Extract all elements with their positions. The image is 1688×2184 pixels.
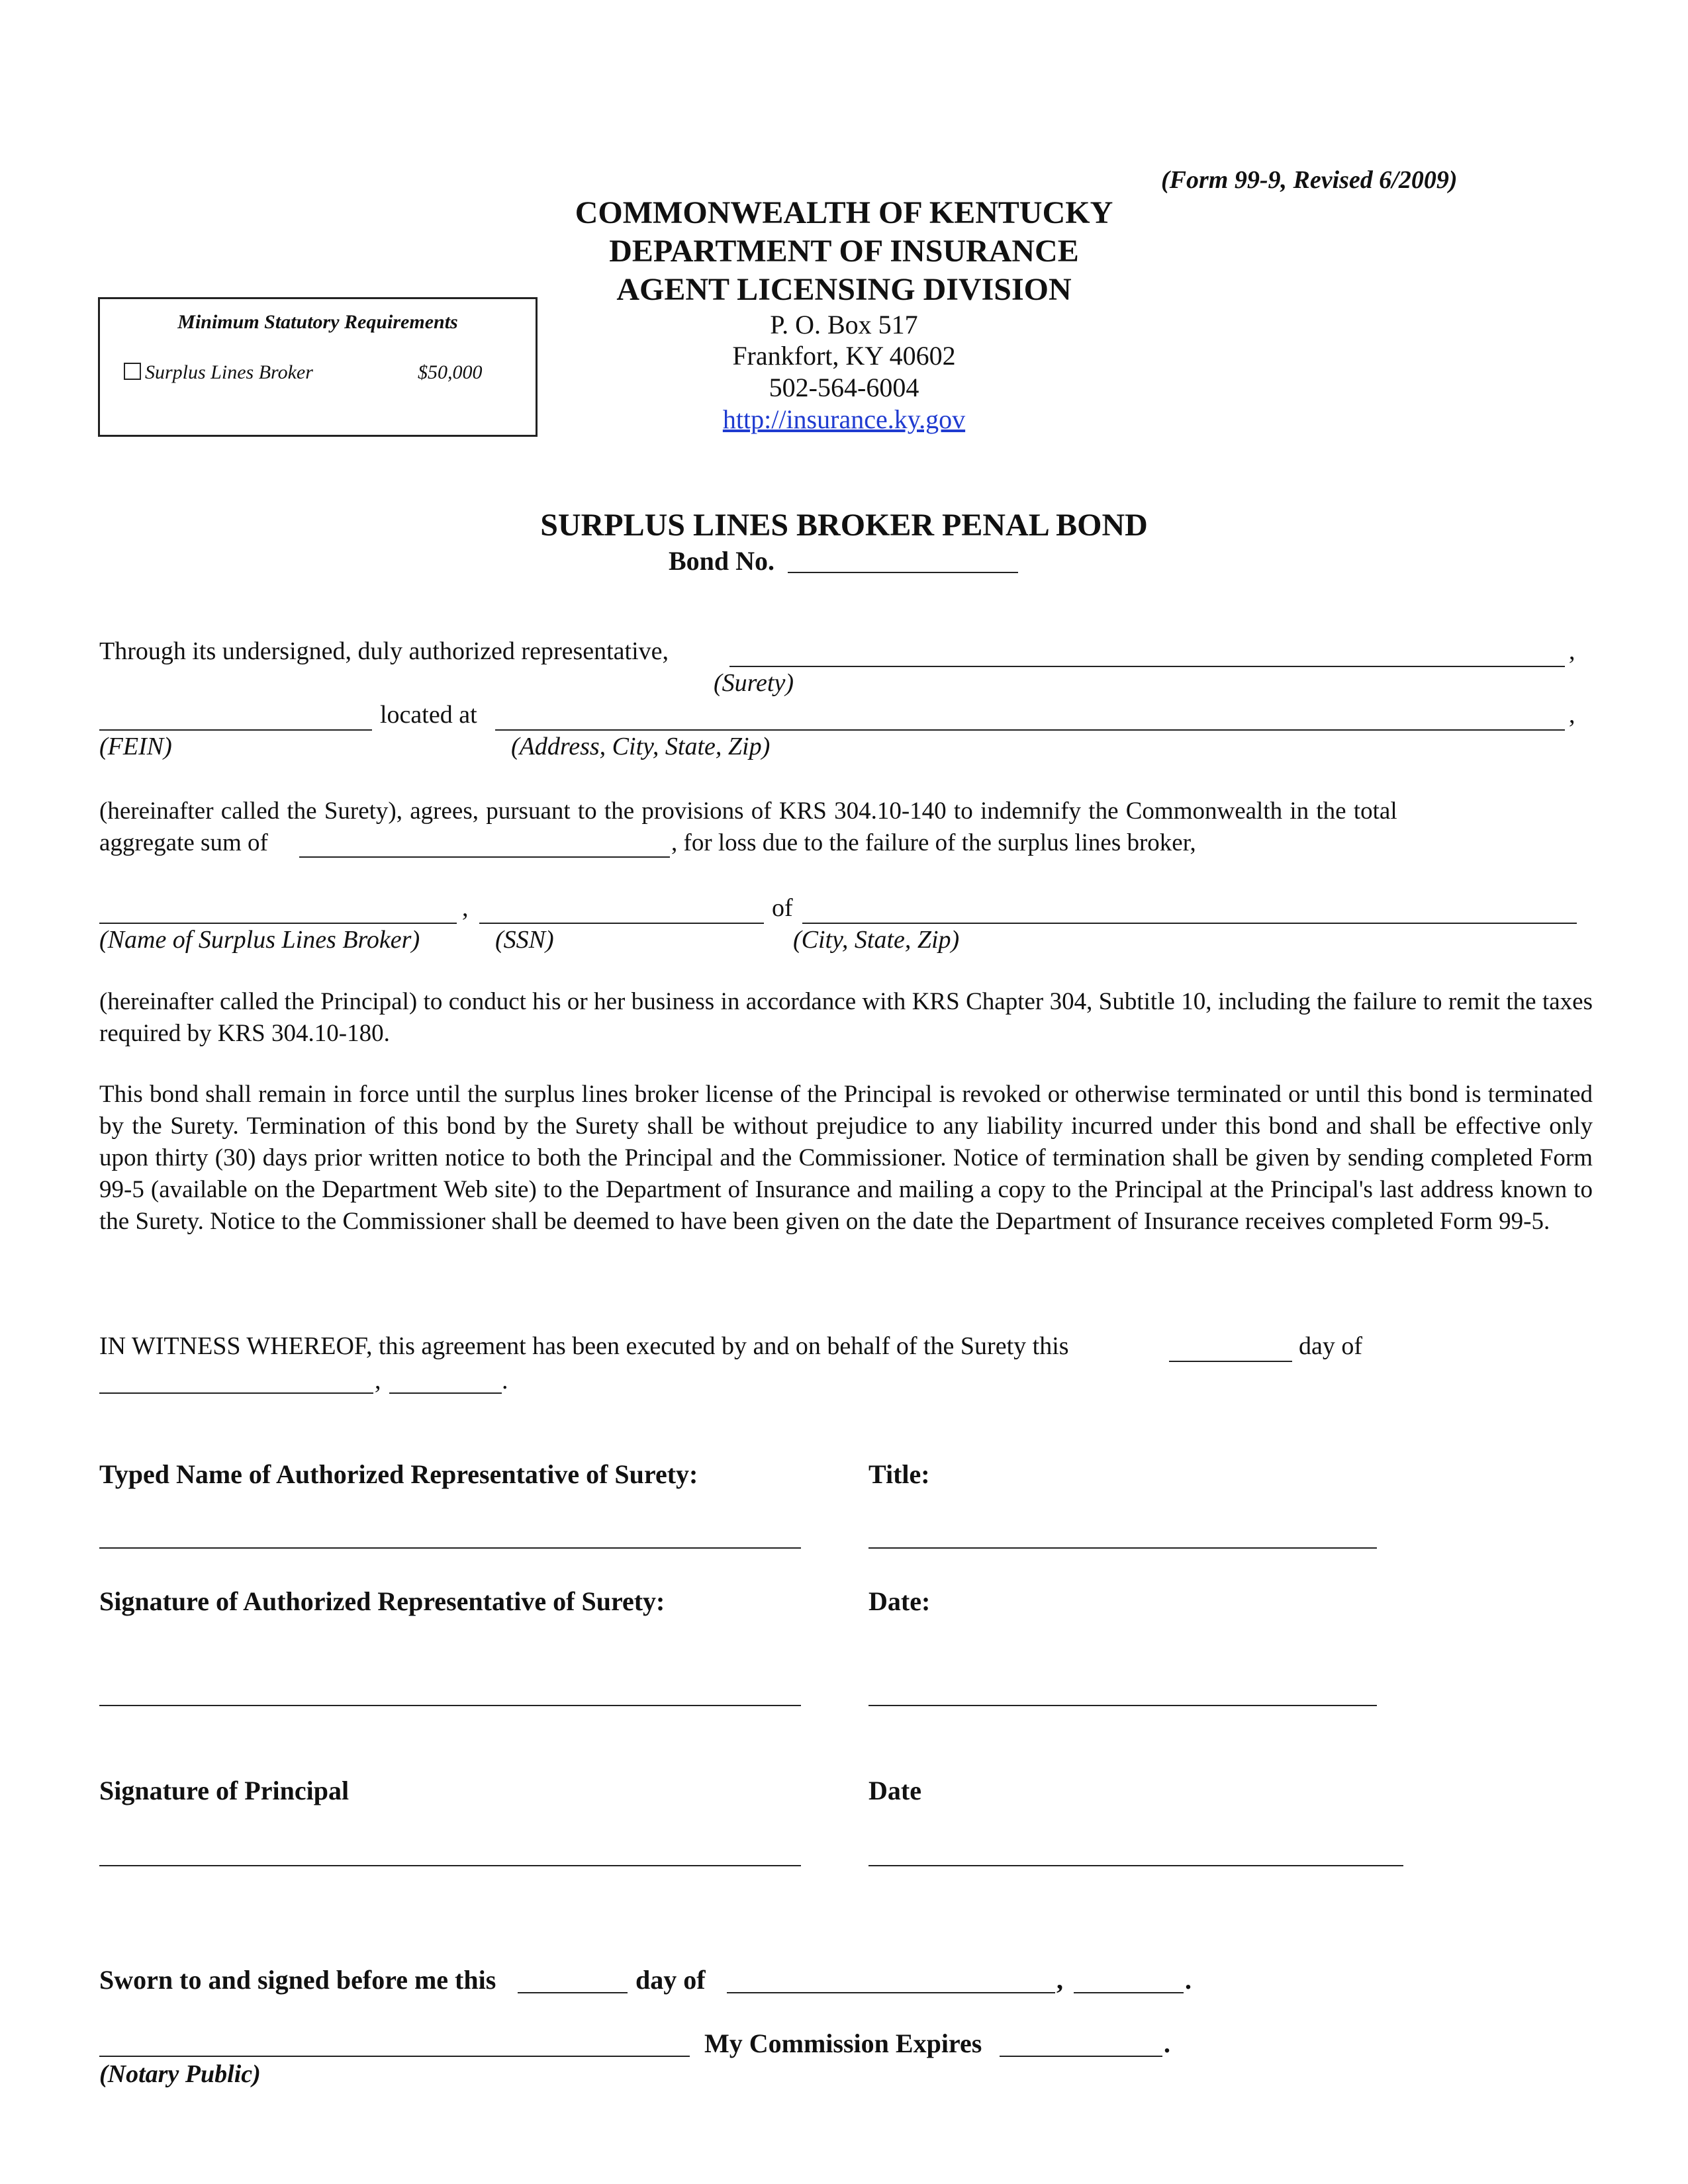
witness-text: IN WITNESS WHEREOF, this agreement has been executed by and on behalf of the Surety this: [99, 1332, 1069, 1360]
requirements-title: Minimum Statutory Requirements: [177, 311, 458, 333]
aggregate-sum-field[interactable]: [299, 856, 670, 858]
surety-comma: ,: [1569, 637, 1575, 665]
header-department: DEPARTMENT OF INSURANCE: [609, 234, 1079, 269]
header-phone: 502-564-6004: [769, 373, 919, 402]
address-field[interactable]: [495, 729, 1565, 731]
broker-of-text: of: [772, 894, 793, 922]
aggregate-sum-suffix: , for loss due to the failure of the surplus lines broker,: [671, 829, 1196, 856]
requirements-item-label: Surplus Lines Broker: [145, 361, 313, 383]
aggregate-sum-label: aggregate sum of: [99, 829, 268, 856]
form-number: (Form 99-9, Revised 6/2009): [1161, 166, 1458, 194]
header-city: Frankfort, KY 40602: [732, 341, 956, 371]
fein-field[interactable]: [99, 729, 372, 731]
principal-date-field[interactable]: [868, 1865, 1403, 1866]
address-comma: ,: [1569, 701, 1575, 729]
through-text: Through its undersigned, duly authorized representative,: [99, 637, 669, 665]
commission-label: My Commission Expires: [704, 2028, 982, 2058]
requirements-box: [98, 297, 538, 437]
broker-name-field[interactable]: [99, 923, 457, 924]
signature-principal-field[interactable]: [99, 1865, 801, 1866]
signature-principal-label: Signature of Principal: [99, 1776, 350, 1805]
typed-name-label: Typed Name of Authorized Representative of Surety:: [99, 1459, 698, 1489]
principal-paragraph: (hereinafter called the Principal) to conduct his or her business in accordance with KRS Chapter 304, Subtitle 10, including the failure to remit the taxes required by KRS 304.10-180.: [99, 988, 1593, 1047]
termination-paragraph: This bond shall remain in force until the surplus lines broker license of the Principal is revoked or otherwise terminated or until this bond is terminated by the Surety. Termination of this bond by the Surety shall be without prejudice to any liability incurred under this bond and shall be effective only upon thirty (30) days prior written notice to both the Principal and the Commissioner. Notice of termination shall be given by sending completed Form 99-5 (available on the Department Web site) to the Department of Insurance and mailing a copy to the Principal at the Principal's last address known to the Surety. Notice to the Commissioner shall be deemed to have been given on the date the Department of Insurance receives completed Form 99-5.: [99, 1081, 1593, 1235]
header-commonwealth: COMMONWEALTH OF KENTUCKY: [575, 195, 1113, 230]
surety-agreement-text: (hereinafter called the Surety), agrees, pursuant to the provisions of KRS 304.10-140 to indemnify the Commonwealth in the total: [99, 797, 1397, 825]
header-division: AGENT LICENSING DIVISION: [616, 272, 1072, 307]
principal-date-label: Date: [868, 1776, 921, 1805]
title-label: Title:: [868, 1459, 930, 1489]
witness-year-field[interactable]: [389, 1392, 502, 1394]
located-at-text: located at: [380, 701, 477, 729]
bond-no-label: Bond No.: [669, 546, 775, 576]
surplus-lines-checkbox[interactable]: [124, 363, 141, 380]
requirements-item: [124, 361, 313, 384]
commission-period: .: [1164, 2028, 1170, 2058]
date-label: Date:: [868, 1586, 931, 1616]
sworn-day-of: day of: [635, 1965, 706, 1995]
header-website-row: [513, 404, 1175, 435]
sworn-period: .: [1185, 1965, 1192, 1995]
address-caption: (Address, City, State, Zip): [511, 733, 771, 760]
bond-no-field[interactable]: [788, 572, 1018, 573]
notary-signature-field[interactable]: [99, 2056, 690, 2057]
broker-city-caption: (City, State, Zip): [793, 926, 960, 954]
surety-caption: (Surety): [714, 669, 794, 697]
surety-field[interactable]: [729, 666, 1565, 667]
sworn-month-field[interactable]: [727, 1992, 1055, 1993]
title-field[interactable]: [868, 1547, 1377, 1549]
witness-day-of: day of: [1299, 1332, 1363, 1360]
date-field[interactable]: [868, 1705, 1377, 1706]
signature-surety-label: Signature of Authorized Representative of Surety:: [99, 1586, 665, 1616]
witness-comma: ,: [375, 1367, 381, 1394]
sworn-text: Sworn to and signed before me this: [99, 1965, 496, 1995]
typed-name-field[interactable]: [99, 1547, 801, 1549]
header-po-box: P. O. Box 517: [770, 310, 918, 340]
ssn-field[interactable]: [479, 923, 764, 924]
commission-expires-field[interactable]: [1000, 2056, 1162, 2057]
witness-period: .: [502, 1367, 508, 1394]
sworn-day-field[interactable]: [518, 1992, 628, 1993]
requirements-item-amount: $50,000: [418, 361, 483, 383]
fein-caption: (FEIN): [99, 733, 172, 760]
broker-name-caption: (Name of Surplus Lines Broker): [99, 926, 420, 954]
signature-surety-field[interactable]: [99, 1705, 801, 1706]
witness-day-field[interactable]: [1169, 1361, 1292, 1362]
broker-city-field[interactable]: [802, 923, 1577, 924]
ssn-caption: (SSN): [495, 926, 554, 954]
notary-caption: (Notary Public): [99, 2060, 261, 2088]
page-title: SURPLUS LINES BROKER PENAL BOND: [540, 508, 1148, 543]
sworn-year-field[interactable]: [1074, 1992, 1184, 1993]
witness-month-field[interactable]: [99, 1392, 373, 1394]
sworn-comma: ,: [1056, 1965, 1063, 1995]
broker-comma: ,: [462, 894, 469, 922]
website-link[interactable]: http://insurance.ky.gov: [722, 404, 966, 434]
